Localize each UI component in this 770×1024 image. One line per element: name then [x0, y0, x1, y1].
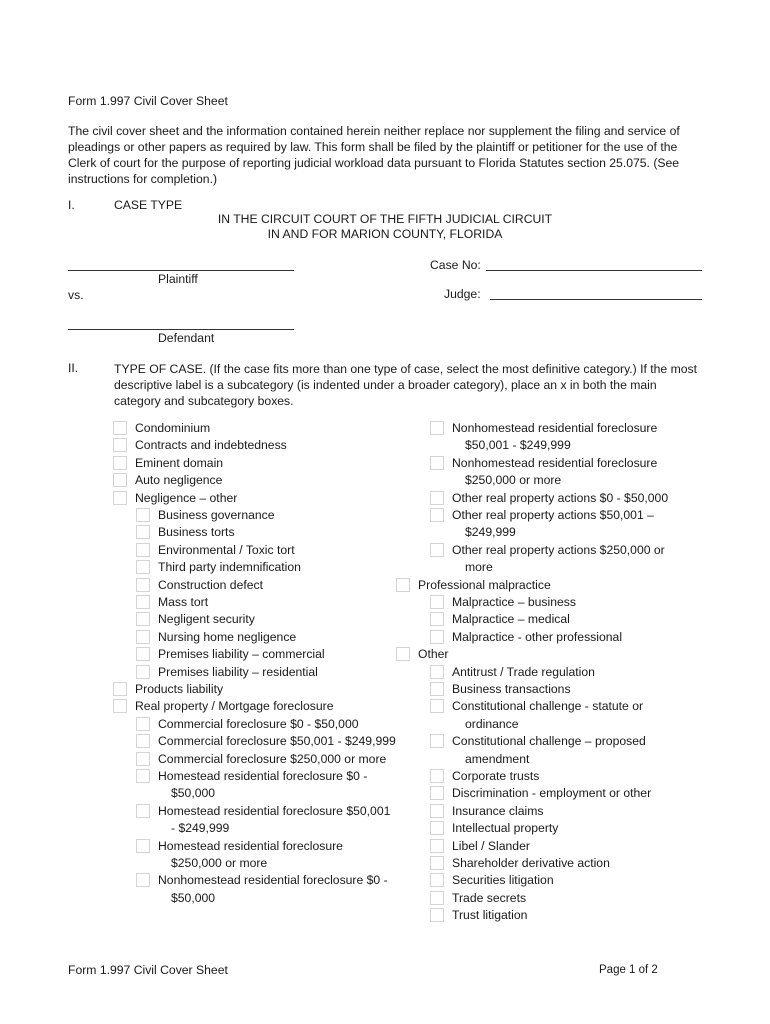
left-checkbox-6[interactable]	[136, 525, 150, 539]
left-checkbox-label: Commercial foreclosure $50,001 - $249,999	[158, 734, 396, 749]
left-checkbox-label: Nonhomestead residential foreclosure $0 -	[158, 873, 388, 888]
right-checkbox-label: $50,001 - $249,999	[465, 438, 571, 453]
right-checkbox-label: Malpractice – medical	[452, 612, 570, 627]
vs-label: vs.	[68, 288, 84, 302]
left-checkbox-5[interactable]	[136, 508, 150, 522]
right-checkbox-11[interactable]	[430, 682, 444, 696]
left-checkbox-14[interactable]	[136, 665, 150, 679]
right-checkbox-label: Constitutional challenge - statute or	[452, 699, 644, 714]
left-checkbox-9[interactable]	[136, 578, 150, 592]
form-title: Form 1.997 Civil Cover Sheet	[68, 94, 228, 108]
right-checkbox-label: Business transactions	[452, 682, 571, 696]
left-checkbox-label: Mass tort	[158, 595, 209, 609]
left-checkbox-label: Environmental / Toxic tort	[158, 542, 295, 557]
right-checkbox-6[interactable]	[430, 595, 444, 609]
left-checkbox-label: - $249,999	[171, 821, 230, 836]
right-checkbox-label: ordinance	[465, 716, 519, 731]
left-checkbox-21[interactable]	[136, 804, 150, 818]
right-checkbox-5[interactable]	[396, 578, 410, 592]
left-checkbox-label: Construction defect	[158, 577, 264, 592]
right-checkbox-20[interactable]	[430, 873, 444, 887]
right-checkbox-10[interactable]	[430, 665, 444, 679]
right-checkbox-label: Trust litigation	[452, 908, 528, 923]
defendant-line[interactable]	[68, 329, 294, 330]
left-checkbox-2[interactable]	[113, 456, 127, 470]
court-line-2: IN AND FOR MARION COUNTY, FLORIDA	[267, 227, 503, 241]
section-2-number: II.	[68, 361, 79, 375]
right-checkbox-label: Libel / Slander	[452, 838, 530, 853]
case-no-field[interactable]	[486, 270, 702, 271]
left-checkbox-8[interactable]	[136, 560, 150, 574]
right-checkbox-label: Other real property actions $0 - $50,000	[452, 490, 669, 505]
plaintiff-label: Plaintiff	[158, 272, 198, 286]
left-checkbox-10[interactable]	[136, 595, 150, 609]
left-checkbox-label: Commercial foreclosure $250,000 or more	[158, 751, 387, 766]
right-checkbox-label: Securities litigation	[452, 873, 554, 888]
right-checkbox-16[interactable]	[430, 804, 444, 818]
left-checkbox-19[interactable]	[136, 752, 150, 766]
right-checkbox-label: Malpractice - other professional	[452, 629, 623, 644]
left-checkbox-label: Homestead residential foreclosure	[158, 838, 343, 853]
right-checkbox-2[interactable]	[430, 491, 444, 505]
left-checkbox-label: Negligence – other	[135, 490, 238, 505]
right-checkbox-14[interactable]	[430, 769, 444, 783]
right-checkbox-17[interactable]	[430, 821, 444, 835]
left-checkbox-0[interactable]	[113, 421, 127, 435]
left-checkbox-label: Commercial foreclosure $0 - $50,000	[158, 716, 359, 731]
right-checkbox-label: Other real property actions $50,001 –	[452, 508, 654, 522]
right-checkbox-label: more	[465, 560, 493, 575]
left-checkbox-17[interactable]	[136, 717, 150, 731]
left-checkbox-23[interactable]	[136, 873, 150, 887]
left-checkbox-label: Premises liability – commercial	[158, 647, 325, 662]
right-checkbox-label: Constitutional challenge – proposed	[452, 734, 646, 749]
right-checkbox-label: Other	[418, 647, 449, 662]
left-checkbox-22[interactable]	[136, 839, 150, 853]
left-checkbox-label: Homestead residential foreclosure $50,001	[158, 803, 391, 818]
left-checkbox-20[interactable]	[136, 769, 150, 783]
right-checkbox-1[interactable]	[430, 456, 444, 470]
left-checkbox-label: $50,000	[171, 890, 216, 905]
section-1-title: CASE TYPE	[114, 198, 183, 212]
right-checkbox-label: Trade secrets	[452, 890, 527, 905]
left-checkbox-label: Premises liability – residential	[158, 664, 318, 679]
defendant-label: Defendant	[158, 331, 215, 345]
left-checkbox-label: Auto negligence	[135, 473, 223, 488]
right-checkbox-8[interactable]	[430, 630, 444, 644]
left-checkbox-label: Products liability	[135, 682, 224, 696]
right-checkbox-label: Nonhomestead residential foreclosure	[452, 455, 658, 470]
right-checkbox-label: Insurance claims	[452, 803, 544, 818]
right-checkbox-label: Nonhomestead residential foreclosure	[452, 421, 658, 435]
right-checkbox-0[interactable]	[430, 421, 444, 435]
intro-paragraph: The civil cover sheet and the information contained herein neither replace nor supplement the filing and service of pleadings or other papers as required by law. This form shall be filed by the plaintiff or petitioner for the use of the Clerk of court for the purpose of reporting judicial workload data pursuant to Florida Statutes section 25.075. (See instructions for completion.)	[68, 124, 680, 186]
left-checkbox-label: Nursing home negligence	[158, 629, 297, 644]
left-checkbox-label: $250,000 or more	[171, 856, 268, 870]
right-checkbox-label: Corporate trusts	[452, 769, 540, 783]
right-checkbox-label: Intellectual property	[452, 821, 559, 836]
right-checkbox-12[interactable]	[430, 699, 444, 713]
right-checkbox-label: Other real property actions $250,000 or	[452, 542, 665, 557]
right-checkbox-15[interactable]	[430, 786, 444, 800]
judge-label: Judge:	[444, 287, 481, 301]
court-line-1: IN THE CIRCUIT COURT OF THE FIFTH JUDICIAL CIRCUIT	[217, 212, 553, 226]
section-2-text: TYPE OF CASE. (If the case fits more than one type of case, select the most definitive category.) If the most descriptive label is a subcategory (is indented under a broader category), place an x in both the main category and subcategory boxes.	[114, 362, 697, 408]
right-checkbox-21[interactable]	[430, 891, 444, 905]
left-checkbox-label: Business torts	[158, 525, 235, 540]
right-checkbox-label: Shareholder derivative action	[452, 856, 610, 870]
left-checkbox-3[interactable]	[113, 473, 127, 487]
left-checkbox-label: Third party indemnification	[158, 560, 301, 575]
left-checkbox-15[interactable]	[113, 682, 127, 696]
left-checkbox-18[interactable]	[136, 734, 150, 748]
right-checkbox-22[interactable]	[430, 908, 444, 922]
left-checkbox-label: Business governance	[158, 508, 275, 522]
left-checkbox-11[interactable]	[136, 612, 150, 626]
right-checkbox-9[interactable]	[396, 647, 410, 661]
right-checkbox-label: Discrimination - employment or other	[452, 786, 652, 801]
left-checkbox-label: Real property / Mortgage foreclosure	[135, 699, 334, 714]
section-1-number: I.	[68, 198, 75, 212]
right-checkbox-19[interactable]	[430, 856, 444, 870]
footer-form-title: Form 1.997 Civil Cover Sheet	[68, 963, 228, 977]
left-checkbox-13[interactable]	[136, 647, 150, 661]
right-checkbox-label: $249,999	[465, 525, 516, 540]
right-checkbox-label: Malpractice – business	[452, 595, 576, 609]
right-checkbox-7[interactable]	[430, 612, 444, 626]
right-checkbox-label: Professional malpractice	[418, 577, 551, 592]
left-checkbox-7[interactable]	[136, 543, 150, 557]
page-number: Page 1 of 2	[599, 964, 658, 976]
left-checkbox-4[interactable]	[113, 491, 127, 505]
right-checkbox-13[interactable]	[430, 734, 444, 748]
left-checkbox-label: Condominium	[135, 421, 211, 435]
case-no-label: Case No:	[430, 258, 481, 272]
left-checkbox-12[interactable]	[136, 630, 150, 644]
right-checkbox-label: amendment	[465, 751, 530, 766]
plaintiff-line[interactable]	[68, 270, 294, 271]
left-checkbox-label: $50,000	[171, 786, 216, 801]
left-checkbox-label: Homestead residential foreclosure $0 -	[158, 769, 368, 783]
right-checkbox-label: $250,000 or more	[465, 473, 562, 488]
judge-field[interactable]	[490, 299, 702, 300]
left-checkbox-label: Negligent security	[158, 612, 255, 627]
right-checkbox-3[interactable]	[430, 508, 444, 522]
right-checkbox-label: Antitrust / Trade regulation	[452, 664, 595, 679]
right-checkbox-4[interactable]	[430, 543, 444, 557]
left-checkbox-label: Contracts and indebtedness	[135, 438, 287, 453]
left-checkbox-1[interactable]	[113, 438, 127, 452]
right-checkbox-18[interactable]	[430, 839, 444, 853]
left-checkbox-label: Eminent domain	[135, 455, 224, 470]
left-checkbox-16[interactable]	[113, 699, 127, 713]
